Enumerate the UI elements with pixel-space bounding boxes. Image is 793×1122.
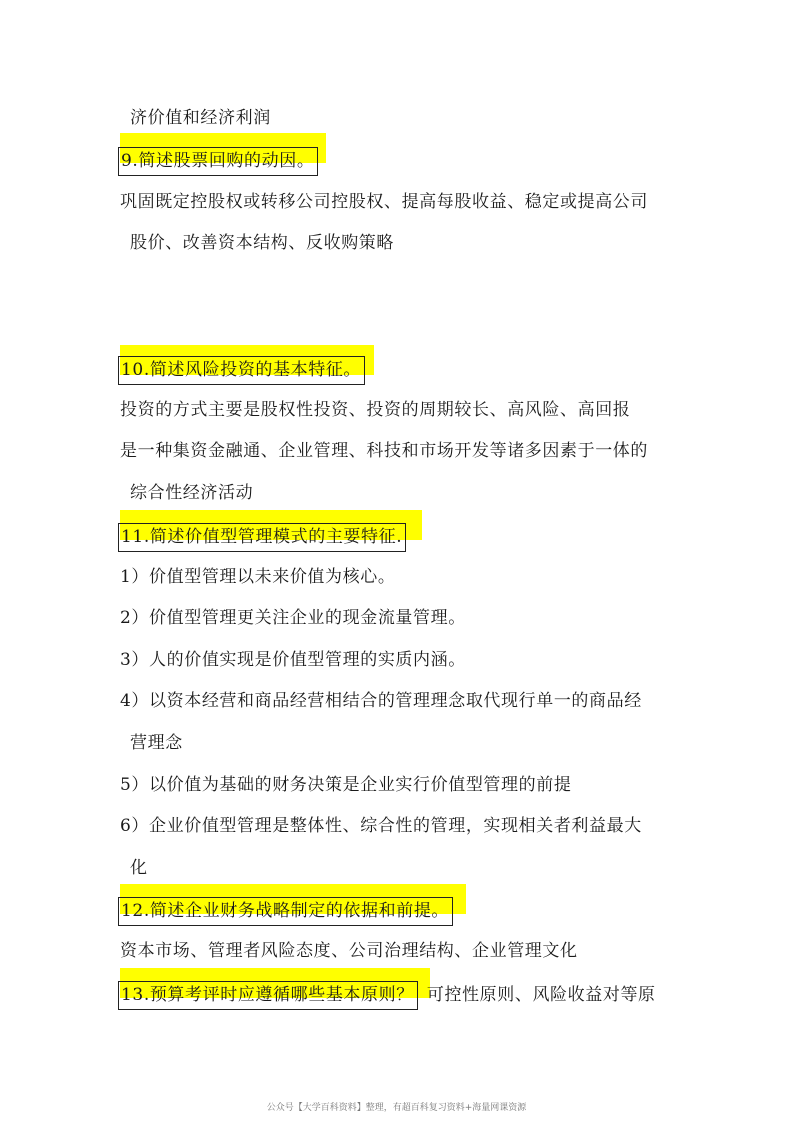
text-line: 投资的方式主要是股权性投资、投资的周期较长、高风险、高回报 bbox=[120, 400, 631, 420]
list-item: 3）人的价值实现是价值型管理的实质内涵。 bbox=[120, 650, 466, 670]
question-line bbox=[120, 356, 365, 385]
question-heading: 9.简述股票回购的动因。 bbox=[118, 147, 318, 176]
list-item: 5）以价值为基础的财务决策是企业实行价值型管理的前提 bbox=[120, 775, 572, 795]
text-line: 巩固既定控股权或转移公司控股权、提高每股收益、稳定或提高公司 bbox=[120, 192, 648, 212]
text-line: 股价、改善资本结构、反收购策略 bbox=[130, 233, 394, 253]
question-line bbox=[120, 981, 656, 1010]
text-line: 是一种集资金融通、企业管理、科技和市场开发等诸多因素于一体的 bbox=[120, 441, 648, 461]
question-line bbox=[120, 897, 453, 926]
question-line bbox=[120, 147, 318, 176]
inline-answer: 可控性原则、风险收益对等原 bbox=[426, 985, 656, 1005]
question-heading: 13.预算考评时应遵循哪些基本原则？ bbox=[118, 981, 418, 1010]
question-line bbox=[120, 523, 406, 552]
text-line: 济价值和经济利润 bbox=[130, 108, 271, 128]
text-line: 综合性经济活动 bbox=[130, 483, 254, 503]
list-item: 6）企业价值型管理是整体性、综合性的管理，实现相关者利益最大 bbox=[120, 816, 642, 836]
list-item-continuation: 化 bbox=[130, 858, 148, 878]
text-line: 资本市场、管理者风险态度、公司治理结构、企业管理文化 bbox=[120, 941, 578, 961]
question-heading: 12.简述企业财务战略制定的依据和前提。 bbox=[118, 897, 453, 926]
question-heading: 11.简述价值型管理模式的主要特征. bbox=[118, 523, 406, 552]
question-heading: 10.简述风险投资的基本特征。 bbox=[118, 356, 365, 385]
list-item-continuation: 营理念 bbox=[130, 733, 183, 753]
list-item: 4）以资本经营和商品经营相结合的管理理念取代现行单一的商品经 bbox=[120, 691, 642, 711]
list-item: 1）价值型管理以未来价值为核心。 bbox=[120, 567, 396, 587]
page-footer: 公众号【大学百科资料】整理，有超百科复习资料+海量网课资源 bbox=[266, 1103, 527, 1113]
list-item: 2）价值型管理更关注企业的现金流量管理。 bbox=[120, 608, 466, 628]
